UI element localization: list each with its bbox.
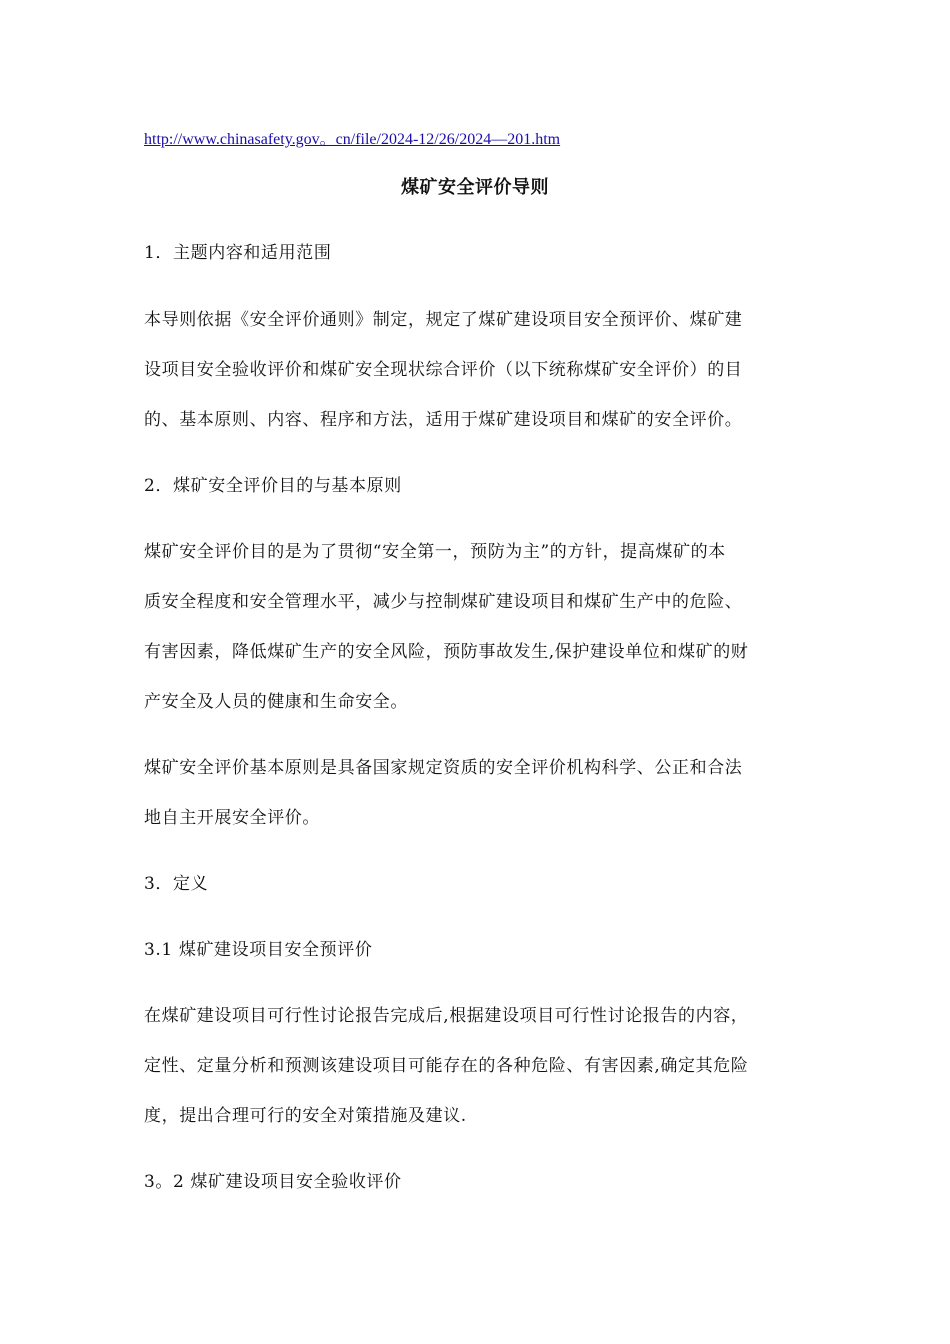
paragraph-line: 定性、定量分析和预测该建设项目可能存在的各种危险、有害因素,确定其危险 (144, 1056, 749, 1076)
document-title: 煤矿安全评价导则 (401, 177, 549, 198)
paragraph-line: 度，提出合理可行的安全对策措施及建议. (144, 1106, 467, 1126)
heading-text: 3.1 煤矿建设项目安全预评价 (144, 940, 373, 960)
source-link[interactable]: http://www.chinasafety.gov。cn/file/2024-12/26/2024—201.htm (144, 131, 561, 148)
paragraph-line: 的、基本原则、内容、程序和方法，适用于煤矿建设项目和煤矿的安全评价。 (144, 410, 743, 430)
section-2-paragraph-1 (144, 527, 810, 727)
heading-text: 2．煤矿安全评价目的与基本原则 (144, 476, 402, 496)
heading-text: 1．主题内容和适用范围 (144, 243, 332, 263)
section-3-2-heading (144, 1157, 810, 1207)
paragraph-line: 产安全及人员的健康和生命安全。 (144, 692, 408, 712)
section-3-heading (144, 859, 810, 909)
section-3-1-paragraph (144, 991, 810, 1141)
paragraph-line: 设项目安全验收评价和煤矿安全现状综合评价（以下统称煤矿安全评价）的目 (144, 360, 743, 380)
paragraph-line: 质安全程度和安全管理水平，减少与控制煤矿建设项目和煤矿生产中的危险、 (144, 592, 743, 612)
paragraph-line: 在煤矿建设项目可行性讨论报告完成后,根据建设项目可行性讨论报告的内容， (144, 1006, 749, 1026)
paragraph-line: 有害因素，降低煤矿生产的安全风险，预防事故发生,保护建设单位和煤矿的财 (144, 642, 749, 662)
paragraph-line: 煤矿安全评价基本原则是具备国家规定资质的安全评价机构科学、公正和合法 (144, 758, 743, 778)
section-3-1-heading (144, 925, 810, 975)
heading-text: 3。2 煤矿建设项目安全验收评价 (144, 1172, 402, 1192)
section-2-paragraph-2 (144, 743, 810, 843)
section-1-paragraph (144, 295, 810, 445)
section-2-heading (144, 461, 810, 511)
paragraph-line: 本导则依据《安全评价通则》制定，规定了煤矿建设项目安全预评价、煤矿建 (144, 310, 743, 330)
paragraph-line: 地自主开展安全评价。 (144, 808, 320, 828)
heading-text: 3．定义 (144, 874, 209, 894)
paragraph-line: 煤矿安全评价目的是为了贯彻“安全第一，预防为主”的方针，提高煤矿的本 (144, 542, 726, 562)
section-1-heading (144, 228, 810, 278)
